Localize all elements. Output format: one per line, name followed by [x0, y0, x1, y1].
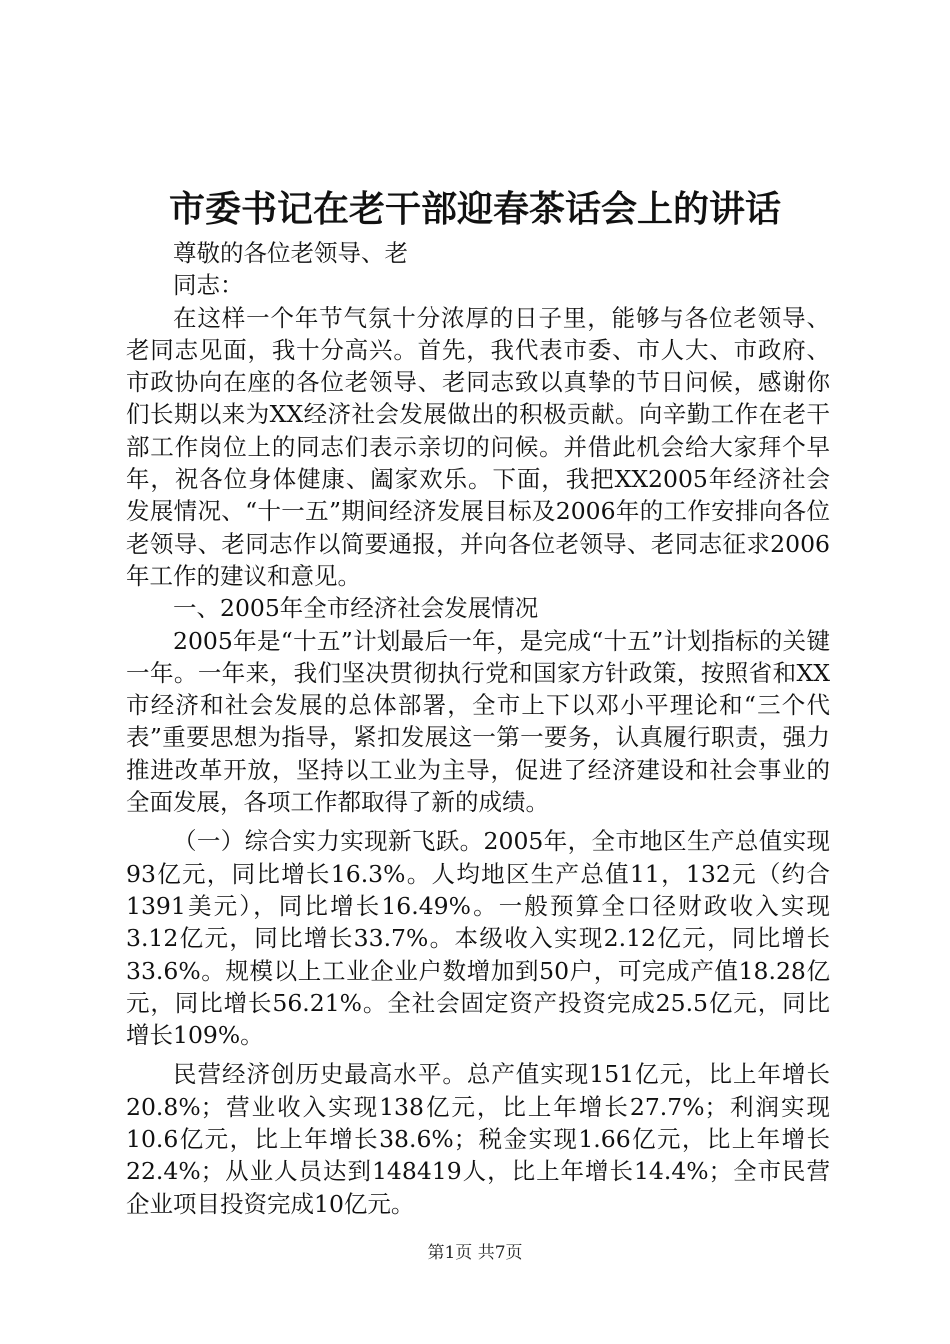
paragraph-economic-strength: （一）综合实力实现新飞跃。2005年，全市地区生产总值实现93亿元，同比增长16.3%。人均地区生产总值11，132元（约合1391美元），同比增长16.49%。一般预算全口径财政收入实现3.12亿元，同比增长33.7%。本级收入实现2.12亿元，同比增长33.6%。规模以上工业企业户数增加到50户，可完成产值18.28亿元，同比增长56.21%。全社会固定资产投资完成25.5亿元，同比增长109%。: [126, 827, 830, 1050]
document-title: 市委书记在老干部迎春茶话会上的讲话: [168, 188, 781, 230]
document-body: [126, 237, 830, 1220]
paragraph-private-economy: 民营经济创历史最高水平。总产值实现151亿元，比上年增长20.8%；营业收入实现138亿元，比上年增长27.7%；利润实现10.6亿元，比上年增长38.6%；税金实现1.66亿元，比上年增长22.4%；从业人员达到148419人，比上年增长14.4%；全市民营企业项目投资完成10亿元。: [126, 1060, 830, 1218]
salutation-line-1: 尊敬的各位老领导、老: [173, 239, 408, 267]
page-footer: 第1页 共7页: [427, 1243, 523, 1263]
section-heading: 一、2005年全市经济社会发展情况: [173, 594, 539, 623]
salutation-line-2: 同志：: [173, 271, 244, 300]
paragraph-overview: 2005年是“十五”计划最后一年，是完成“十五”计划指标的关键一年。一年来，我们坚决贯彻执行党和国家方针政策，按照省和XX市经济和社会发展的总体部署，全市上下以邓小平理论和“三个代表”重要思想为指导，紧扣发展这一第一要务，认真履行职责，强力推进改革开放，坚持以工业为主导，促进了经济建设和社会事业的全面发展，各项工作都取得了新的成绩。: [126, 626, 830, 817]
paragraph-opening: 在这样一个年节气氛十分浓厚的日子里，能够与各位老领导、老同志见面，我十分高兴。首先，我代表市委、市人大、市政府、市政协向在座的各位老领导、老同志致以真挚的节日问候，感谢你们长期以来为XX经济社会发展做出的积极贡献。向辛勤工作在老干部工作岗位上的同志们表示亲切的问候。并借此机会给大家拜个早年，祝各位身体健康、阖家欢乐。下面，我把XX2005年经济社会发展情况、“十一五”期间经济发展目标及2006年的工作安排向各位老领导、老同志作以简要通报，并向各位老领导、老同志征求2006年工作的建议和意见。: [126, 303, 830, 590]
